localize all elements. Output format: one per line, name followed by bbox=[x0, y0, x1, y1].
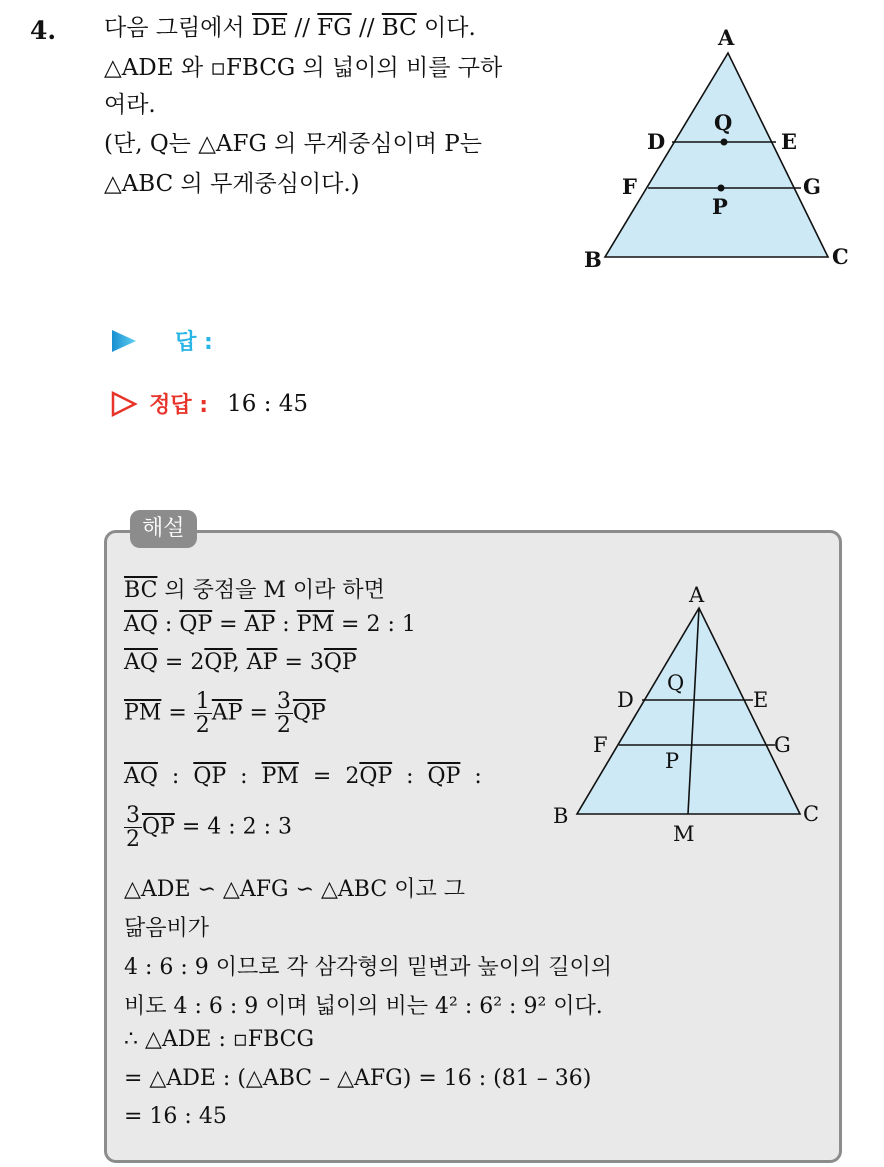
triangle-figure-solution bbox=[545, 578, 835, 848]
segment-bc: $\overline{BC}$ bbox=[381, 15, 417, 41]
segment: $\overline{AQ}$ bbox=[124, 650, 158, 675]
label-a: A bbox=[689, 583, 705, 607]
label-d: D bbox=[617, 688, 634, 712]
question-line-3: 여라. bbox=[104, 92, 156, 118]
segment: $\overline{QP}$ bbox=[359, 764, 393, 789]
answer-prompt-row bbox=[110, 325, 213, 356]
solution-line-6 bbox=[124, 804, 292, 851]
label-g: G bbox=[774, 733, 791, 757]
numerator: 3 bbox=[126, 803, 140, 828]
solution-text: = bbox=[161, 700, 194, 726]
triangle-figure-question bbox=[570, 20, 860, 280]
solution-line-5 bbox=[124, 764, 482, 789]
label-e: E bbox=[753, 688, 769, 712]
segment: $\overline{PM}$ bbox=[296, 612, 335, 637]
solution-text: : bbox=[226, 764, 262, 789]
question-line-5: △ABC 의 무게중심이다.) bbox=[104, 171, 360, 197]
solution-text: = 2 bbox=[298, 764, 360, 789]
label-g: G bbox=[803, 174, 821, 199]
question-line-1 bbox=[104, 12, 476, 44]
solution-line-3 bbox=[124, 650, 357, 675]
point-p bbox=[718, 185, 725, 192]
label-a: A bbox=[718, 25, 735, 50]
solution-text: 의 중점을 M 이라 하면 bbox=[157, 578, 385, 603]
solution-line-1 bbox=[124, 573, 385, 604]
label-d: D bbox=[647, 129, 666, 154]
answer-label: 답 : bbox=[175, 330, 213, 355]
solution-text: : bbox=[157, 612, 180, 637]
segment-bc: $\overline{BC}$ bbox=[124, 578, 158, 603]
label-f: F bbox=[622, 174, 637, 199]
segment: $\overline{QP}$ bbox=[204, 650, 233, 675]
solution-line-4 bbox=[124, 690, 326, 737]
correct-answer-value: 16 : 45 bbox=[227, 390, 309, 417]
segment-de: $\overline{DE}$ bbox=[251, 15, 288, 41]
solution-tag: 해설 bbox=[130, 510, 197, 548]
label-q: Q bbox=[714, 110, 733, 135]
solution-line-12: = △ADE : (△ABC – △AFG) = 16 : (81 – 36) bbox=[124, 1066, 592, 1091]
solution-text: = bbox=[212, 612, 245, 637]
label-f: F bbox=[593, 733, 608, 757]
fraction bbox=[194, 690, 212, 737]
label-b: B bbox=[584, 247, 602, 272]
denominator: 2 bbox=[276, 713, 291, 739]
play-outline-icon bbox=[110, 390, 138, 418]
correct-answer-label: 정답 : bbox=[149, 393, 209, 418]
triangle-abc bbox=[605, 53, 828, 257]
segment: $\overline{AQ}$ bbox=[124, 764, 158, 789]
play-filled-icon bbox=[110, 328, 138, 354]
question-text: 다음 그림에서 bbox=[104, 15, 252, 41]
label-c: C bbox=[832, 244, 849, 269]
label-p: P bbox=[665, 749, 680, 773]
solution-text: = 3 bbox=[277, 650, 324, 675]
segment: $\overline{AP}$ bbox=[211, 700, 243, 726]
point-q bbox=[721, 139, 728, 146]
segment: $\overline{QP}$ bbox=[179, 612, 213, 637]
parallel-sign: // bbox=[287, 15, 318, 41]
label-p: P bbox=[712, 194, 728, 219]
solution-text: , bbox=[232, 650, 247, 675]
parallel-sign: // bbox=[351, 15, 382, 41]
segment: $\overline{PM}$ bbox=[261, 764, 299, 789]
segment: $\overline{AQ}$ bbox=[124, 612, 158, 637]
segment: $\overline{QP}$ bbox=[193, 764, 227, 789]
solution-text: = 4 : 2 : 3 bbox=[174, 814, 293, 840]
solution-line-8: 닮음비가 bbox=[124, 916, 210, 941]
fraction bbox=[275, 690, 293, 737]
segment: $\overline{PM}$ bbox=[124, 700, 162, 726]
label-q: Q bbox=[667, 671, 685, 695]
solution-text: : bbox=[275, 612, 297, 637]
solution-line-9: 4 : 6 : 9 이므로 각 삼각형의 밑변과 높이의 길이의 bbox=[124, 955, 613, 980]
fraction bbox=[124, 804, 142, 851]
label-e: E bbox=[781, 129, 798, 154]
segment: $\overline{QP}$ bbox=[292, 700, 326, 726]
solution-line-10: 비도 4 : 6 : 9 이며 넓이의 비는 4² : 6² : 9² 이다. bbox=[124, 994, 603, 1019]
segment: $\overline{QP}$ bbox=[427, 764, 461, 789]
solution-line-11: ∴ △ADE : ▫FBCG bbox=[124, 1027, 315, 1052]
segment-fg: $\overline{FG}$ bbox=[317, 15, 352, 41]
solution-text: = 2 : 1 bbox=[334, 612, 416, 637]
solution-text: = bbox=[242, 700, 275, 726]
segment: $\overline{AP}$ bbox=[246, 650, 278, 675]
question-line-2: △ADE 와 ▫FBCG 의 넓이의 비를 구하 bbox=[104, 55, 503, 81]
numerator: 1 bbox=[195, 689, 210, 714]
solution-line-2 bbox=[124, 612, 416, 637]
segment: $\overline{QP}$ bbox=[323, 650, 357, 675]
solution-text: : bbox=[392, 764, 428, 789]
label-m: M bbox=[673, 822, 695, 846]
solution-text: : bbox=[157, 764, 194, 789]
solution-text: = 2 bbox=[157, 650, 205, 675]
question-text: 이다. bbox=[416, 15, 476, 41]
numerator: 3 bbox=[276, 689, 291, 714]
label-b: B bbox=[553, 804, 569, 828]
solution-line-7: △ADE ∽ △AFG ∽ △ABC 이고 그 bbox=[124, 877, 465, 902]
correct-answer-row bbox=[110, 388, 308, 419]
solution-line-13: = 16 : 45 bbox=[124, 1104, 227, 1129]
question-line-4: (단, Q는 △AFG 의 무게중심이며 P는 bbox=[104, 131, 482, 157]
denominator: 2 bbox=[126, 827, 140, 853]
question-number: 4. bbox=[30, 16, 57, 45]
segment: $\overline{AP}$ bbox=[244, 612, 276, 637]
denominator: 2 bbox=[195, 713, 210, 739]
solution-text: : bbox=[460, 764, 482, 789]
label-c: C bbox=[803, 802, 820, 826]
segment: $\overline{QP}$ bbox=[142, 814, 175, 840]
